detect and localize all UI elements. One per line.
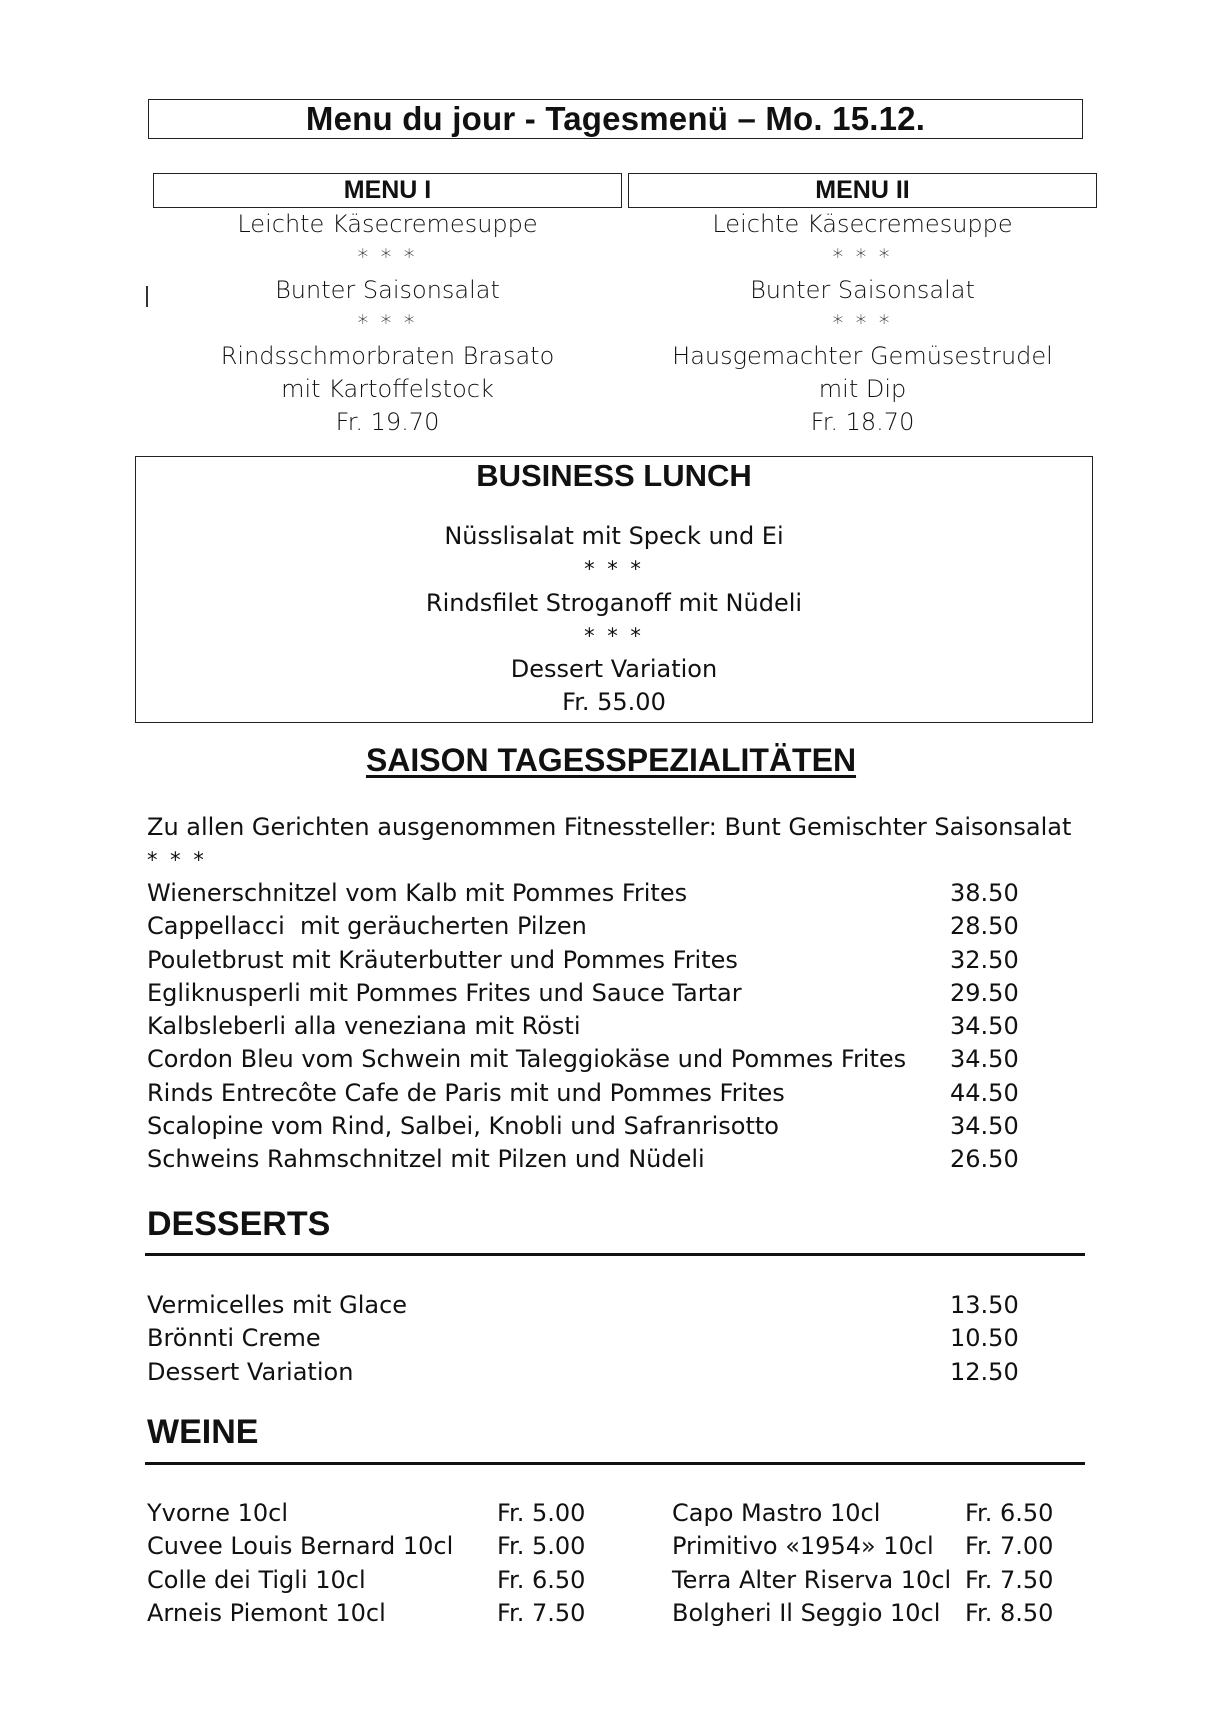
dish-price: 29.50 — [950, 978, 1019, 1007]
wine-name: Terra Alter Riserva 10cl — [672, 1565, 952, 1594]
menu-1-main-line-2: mit Kartoffelstock — [281, 375, 494, 403]
menu-2-price: Fr. 18.70 — [810, 408, 915, 436]
list-item — [147, 1530, 597, 1563]
business-lunch-price: Fr. 55.00 — [562, 688, 666, 717]
list-item — [672, 1530, 1072, 1563]
dish-price: 34.50 — [950, 1012, 1019, 1041]
dish-name: Cappellacci mit geräucherten Pilzen — [147, 912, 587, 941]
wine-list-right — [672, 1497, 1072, 1630]
dish-price: 28.50 — [950, 912, 1019, 941]
wine-price: Fr. 5.00 — [497, 1532, 586, 1561]
menu-1-separator-2: * * * — [357, 311, 418, 335]
weine-section-title: WEINE — [147, 1413, 259, 1451]
saison-note-text: Zu allen Gerichten ausgenommen Fitnessteller: Bunt Gemischter Saisonsalat — [147, 813, 1072, 841]
list-item — [147, 910, 1027, 943]
menu-2 — [628, 208, 1097, 439]
menu-1-main-line-1: Rindsschmorbraten Brasato — [220, 342, 555, 370]
dessert-price: 12.50 — [950, 1357, 1019, 1386]
dish-price: 34.50 — [950, 1112, 1019, 1141]
saison-title-text: SAISON TAGESSPEZIALITÄTEN — [365, 742, 857, 778]
list-item — [147, 977, 1027, 1010]
dish-price: 38.50 — [950, 879, 1019, 907]
business-lunch-separator-2: * * * — [584, 623, 644, 648]
page-title: Menu du jour - Tagesmenü – Mo. 15.12. — [148, 99, 1083, 139]
list-item — [147, 1497, 597, 1530]
dish-name: Scalopine vom Rind, Salbei, Knobli und Safranrisotto — [147, 1112, 779, 1141]
wine-name: Primitivo «1954» 10cl — [672, 1532, 934, 1561]
menu-1 — [153, 208, 622, 439]
dessert-name: Vermicelles mit Glace — [147, 1291, 408, 1319]
list-item — [672, 1497, 1072, 1530]
business-lunch-items — [135, 520, 1093, 720]
saison-section-title — [0, 742, 1222, 779]
wine-name: Bolgheri Il Seggio 10cl — [672, 1598, 941, 1627]
business-lunch-starter: Nüsslisalat mit Speck und Ei — [444, 522, 784, 550]
wine-price: Fr. 7.00 — [965, 1532, 1054, 1561]
dessert-price: 10.50 — [950, 1324, 1019, 1353]
wine-name: Colle dei Tigli 10cl — [147, 1565, 366, 1594]
menu-1-starter: Leichte Käsecremesuppe — [237, 210, 538, 238]
menu-2-separator-1: * * * — [832, 245, 893, 269]
wine-price: Fr. 7.50 — [965, 1565, 1054, 1594]
dish-name: Egliknusperli mit Pommes Frites und Sauce Tartar — [147, 978, 742, 1007]
list-item — [147, 1564, 597, 1597]
wine-name: Cuvee Louis Bernard 10cl — [147, 1532, 454, 1561]
dish-name: Pouletbrust mit Kräuterbutter und Pommes Frites — [147, 945, 738, 974]
list-item — [147, 1322, 1027, 1355]
dish-name: Kalbsleberli alla veneziana mit Rösti — [147, 1012, 581, 1041]
dish-name: Schweins Rahmschnitzel mit Pilzen und Nüdeli — [147, 1145, 705, 1174]
menu-2-main-line-2: mit Dip — [818, 375, 907, 403]
list-item — [147, 1597, 597, 1630]
business-lunch-title: BUSINESS LUNCH — [476, 458, 752, 493]
list-item — [147, 1143, 1027, 1176]
menu-2-heading: MENU II — [628, 173, 1097, 208]
list-item — [147, 1110, 1027, 1143]
menu-2-separator-2: * * * — [832, 311, 893, 335]
dish-price: 34.50 — [950, 1045, 1019, 1074]
list-item — [147, 1356, 1027, 1389]
dish-price: 26.50 — [950, 1145, 1019, 1174]
menu-1-price: Fr. 19.70 — [335, 408, 440, 436]
desserts-section-title: DESSERTS — [147, 1205, 331, 1243]
wine-price: Fr. 8.50 — [965, 1598, 1054, 1627]
dish-name: Wienerschnitzel vom Kalb mit Pommes Frites — [147, 879, 688, 907]
stray-mark — [146, 286, 148, 307]
dessert-name: Dessert Variation — [147, 1357, 354, 1386]
wine-name: Yvorne 10cl — [147, 1499, 288, 1527]
menu-2-main-line-1: Hausgemachter Gemüsestrudel — [672, 342, 1053, 370]
menu-1-salad: Bunter Saisonsalat — [275, 276, 500, 304]
desserts-list — [147, 1289, 1027, 1389]
wine-price: Fr. 7.50 — [497, 1598, 586, 1627]
business-lunch-separator-1: * * * — [584, 557, 644, 582]
saison-list — [147, 877, 1027, 1177]
list-item — [672, 1564, 1072, 1597]
menu-1-heading: MENU I — [153, 173, 622, 208]
saison-separator: * * * — [147, 848, 207, 872]
list-item — [147, 944, 1027, 977]
menu-2-salad: Bunter Saisonsalat — [750, 276, 975, 304]
menu-2-starter: Leichte Käsecremesuppe — [712, 210, 1013, 238]
desserts-divider — [145, 1253, 1085, 1256]
dish-name: Cordon Bleu vom Schwein mit Taleggiokäse und Pommes Frites — [147, 1045, 907, 1074]
list-item — [147, 877, 1027, 910]
wine-name: Arneis Piemont 10cl — [147, 1598, 386, 1627]
saison-note — [147, 811, 1071, 877]
business-lunch-main: Rindsfilet Stroganoff mit Nüdeli — [425, 588, 803, 617]
dish-price: 44.50 — [950, 1078, 1019, 1107]
dish-price: 32.50 — [950, 945, 1019, 974]
weine-divider — [145, 1462, 1085, 1465]
list-item — [147, 1010, 1027, 1043]
wine-list-left — [147, 1497, 597, 1630]
dessert-name: Brönnti Creme — [147, 1324, 321, 1353]
wine-price: Fr. 6.50 — [497, 1565, 586, 1594]
wine-price: Fr. 6.50 — [965, 1499, 1054, 1527]
dessert-price: 13.50 — [950, 1291, 1019, 1319]
list-item — [147, 1289, 1027, 1322]
business-lunch-dessert: Dessert Variation — [510, 655, 718, 684]
list-item — [672, 1597, 1072, 1630]
wine-price: Fr. 5.00 — [497, 1499, 586, 1527]
list-item — [147, 1043, 1027, 1076]
menu-1-separator-1: * * * — [357, 245, 418, 269]
wine-name: Capo Mastro 10cl — [672, 1499, 881, 1527]
list-item — [147, 1077, 1027, 1110]
dish-name: Rinds Entrecôte Cafe de Paris mit und Pommes Frites — [147, 1078, 785, 1107]
